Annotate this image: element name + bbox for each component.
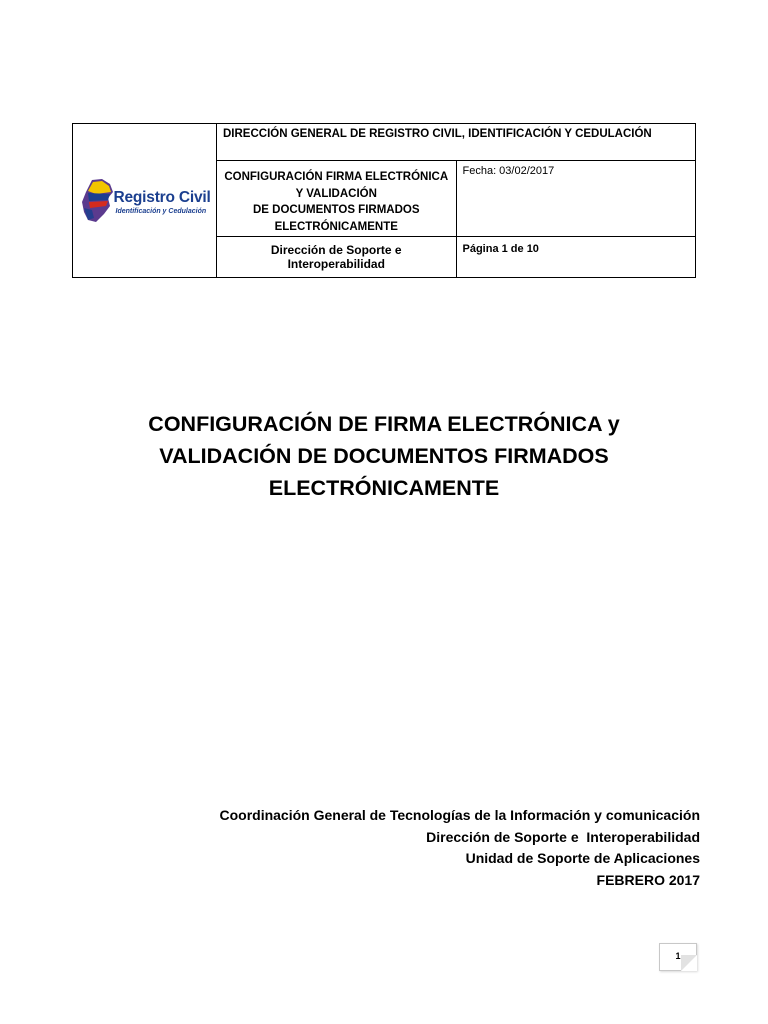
direction-line: Dirección de Soporte e Interoperabilidad [426, 828, 700, 845]
author-block [100, 805, 700, 891]
page-fold-icon [681, 955, 697, 971]
header-title-line-2: DE DOCUMENTOS FIRMADOS ELECTRÓNICAMENTE [252, 204, 420, 234]
document-title [84, 408, 684, 504]
registro-civil-logo [80, 170, 210, 230]
logo-subtitle: Identificación y Cedulación [115, 208, 207, 216]
department-name: Dirección de Soporte e Interoperabilidad [217, 236, 457, 277]
unit-line: Unidad de Soporte de Aplicaciones [465, 850, 700, 866]
title-line-2: VALIDACIÓN DE DOCUMENTOS FIRMADOS [159, 444, 609, 468]
ecuador-map-icon [80, 178, 116, 224]
logo-cell [73, 124, 217, 278]
page-indicator: Página 1 de 10 [456, 236, 696, 277]
coordination-line: Coordinación General de Tecnologías de la Información y comunicación [219, 807, 700, 823]
title-line-1: CONFIGURACIÓN DE FIRMA ELECTRÓNICA y [148, 412, 620, 436]
date-line: FEBRERO 2017 [596, 871, 700, 888]
logo-name: Registro Civil [113, 189, 211, 207]
page-number-box [659, 943, 697, 971]
header-title-line-1: CONFIGURACIÓN FIRMA ELECTRÓNICA Y VALIDACIÓN [224, 171, 449, 200]
header-document-title [217, 161, 457, 237]
document-date: Fecha: 03/02/2017 [456, 161, 696, 237]
document-header-table [72, 123, 696, 278]
page-number: 1 [675, 951, 681, 961]
title-line-3: ELECTRÓNICAMENTE [268, 476, 500, 500]
institution-name: DIRECCIÓN GENERAL DE REGISTRO CIVIL, IDENTIFICACIÓN Y CEDULACIÓN [217, 124, 696, 161]
